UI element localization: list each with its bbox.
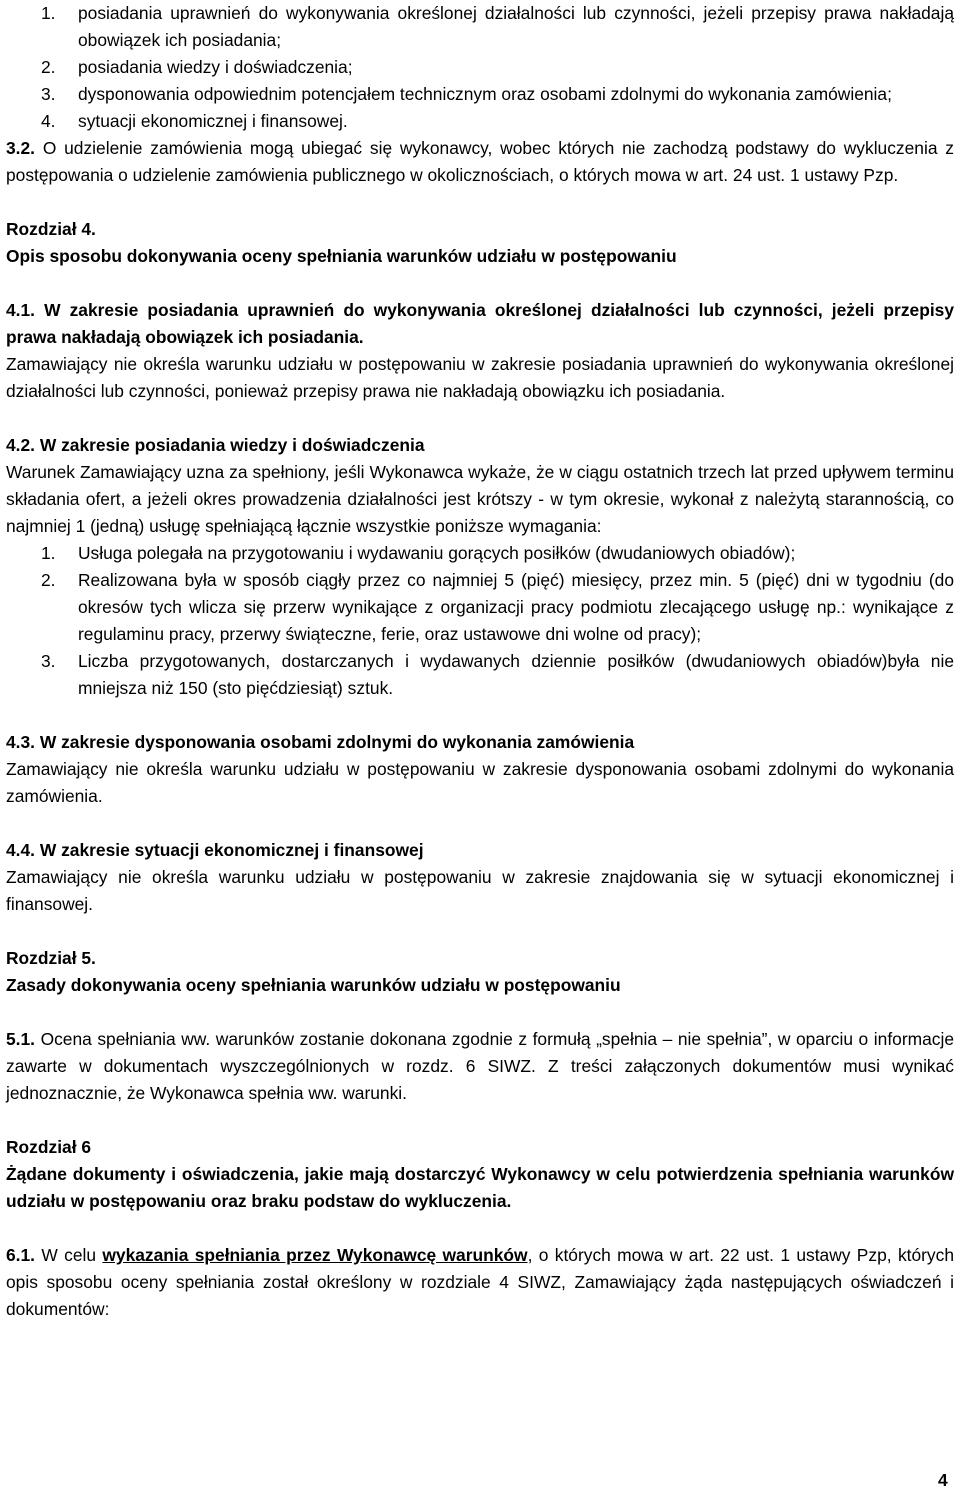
list-item <box>6 567 954 648</box>
chapter-label: Rozdział 4. <box>6 219 96 239</box>
list-item <box>6 54 954 81</box>
section-heading: 4.3. W zakresie dysponowania osobami zdolnymi do wykonania zamówienia <box>6 732 635 752</box>
section-heading: 4.4. W zakresie sytuacji ekonomicznej i finansowej <box>6 840 424 860</box>
paragraph-5-1 <box>6 1026 954 1107</box>
section-number: 5.1. <box>6 1029 36 1049</box>
list-number: 2. <box>41 570 56 590</box>
document-page <box>6 0 954 1323</box>
list-text: Usługa polegała na przygotowaniu i wydawaniu gorących posiłków (dwudaniowych obiadów); <box>78 543 796 563</box>
paragraph-6-1 <box>6 1242 954 1323</box>
section-heading: 4.1. W zakresie posiadania uprawnień do wykonywania określonej działalności lub czynności, jeżeli przepisy prawa nakładają obowiązek ich posiadania. <box>6 300 954 347</box>
section-text: Zamawiający nie określa warunku udziału w postępowaniu w zakresie posiadania uprawnień do wykonywania określonej działalności lub czynności, ponieważ przepisy prawa nie nakładają obowiązku ich posiadania. <box>6 354 954 401</box>
chapter-title: Żądane dokumenty i oświadczenia, jakie mają dostarczyć Wykonawcy w celu potwierdzenia spełniania warunków udziału w postępowaniu oraz braku podstaw do wykluczenia. <box>6 1164 954 1211</box>
list-number: 3. <box>41 84 56 104</box>
chapter-title: Opis sposobu dokonywania oceny spełniania warunków udziału w postępowaniu <box>6 246 677 266</box>
section-number: 3.2. <box>6 138 36 158</box>
list-number: 4. <box>41 111 56 131</box>
list-text: dysponowania odpowiednim potencjałem technicznym oraz osobami zdolnymi do wykonania zamówienia; <box>78 84 892 104</box>
chapter-label: Rozdział 5. <box>6 948 96 968</box>
list-item <box>6 0 954 54</box>
page-number: 4 <box>938 1470 948 1490</box>
paragraph-text: , o których mowa w art. 22 ust. 1 ustawy Pzp, których opis sposobu oceny spełniania został określony w rozdziale 4 SIWZ, Zamawiający żąda następujących oświadczeń i dokumentów: <box>6 1245 954 1319</box>
section-text: Zamawiający nie określa warunku udziału w postępowaniu w zakresie znajdowania się w sytuacji ekonomicznej i finansowej. <box>6 867 954 914</box>
list-text: Liczba przygotowanych, dostarczanych i wydawanych dziennie posiłków (dwudaniowych obiadów)była nie mniejsza niż 150 (sto pięćdziesiąt) sztuk. <box>78 651 954 698</box>
list-text: posiadania wiedzy i doświadczenia; <box>78 57 353 77</box>
list-4-2 <box>6 540 954 702</box>
list-item <box>6 81 954 108</box>
paragraph-text: O udzielenie zamówienia mogą ubiegać się wykonawcy, wobec których nie zachodzą podstawy do wykluczenia z postępowania o udzielenie zamówienia publicznego w okolicznościach, o których mowa w art. 24 ust. 1 ustawy Pzp. <box>6 138 954 185</box>
list-item <box>6 648 954 702</box>
section-heading: 4.2. W zakresie posiadania wiedzy i doświadczenia <box>6 435 425 455</box>
paragraph-3-2 <box>6 135 954 189</box>
list-number: 2. <box>41 57 56 77</box>
chapter-label: Rozdział 6 <box>6 1137 92 1157</box>
list-number: 1. <box>41 543 56 563</box>
list-3-1 <box>6 0 954 135</box>
list-text: posiadania uprawnień do wykonywania określonej działalności lub czynności, jeżeli przepisy prawa nakładają obowiązek ich posiadania; <box>78 3 954 50</box>
paragraph-text: W celu <box>35 1245 103 1265</box>
chapter-title: Zasady dokonywania oceny spełniania warunków udziału w postępowaniu <box>6 975 621 995</box>
list-number: 1. <box>41 3 56 23</box>
list-text: sytuacji ekonomicznej i finansowej. <box>78 111 348 131</box>
section-number: 6.1. <box>6 1245 36 1265</box>
list-text: Realizowana była w sposób ciągły przez co najmniej 5 (pięć) miesięcy, przez min. 5 (pięć) dni w tygodniu (do okresów tych wlicza się przerw wynikające z organizacji pracy podmiotu zlecającego usługę np.: wynikające z regulaminu pracy, przerwy świąteczne, ferie, oraz ustawowe dni wolne od pracy); <box>78 570 954 644</box>
list-item <box>6 108 954 135</box>
list-item <box>6 540 954 567</box>
section-text: Zamawiający nie określa warunku udziału w postępowaniu w zakresie dysponowania osobami zdolnymi do wykonania zamówienia. <box>6 759 954 806</box>
underlined-phrase: wykazania spełniania przez Wykonawcę warunków <box>102 1245 528 1265</box>
paragraph-text: Ocena spełniania ww. warunków zostanie dokonana zgodnie z formułą „spełnia – nie spełnia”, w oparciu o informacje zawarte w dokumentach wyszczególnionych w rozdz. 6 SIWZ. Z treści załączonych dokumentów musi wynikać jednoznacznie, że Wykonawca spełnia ww. warunki. <box>6 1029 954 1103</box>
section-text: Warunek Zamawiający uzna za spełniony, jeśli Wykonawca wykaże, że w ciągu ostatnich trzech lat przed upływem terminu składania ofert, a jeżeli okres prowadzenia działalności jest krótszy - w tym okresie, wykonał z należytą starannością, co najmniej 1 (jedną) usługę spełniającą łącznie wszystkie poniższe wymagania: <box>6 462 954 536</box>
list-number: 3. <box>41 651 56 671</box>
